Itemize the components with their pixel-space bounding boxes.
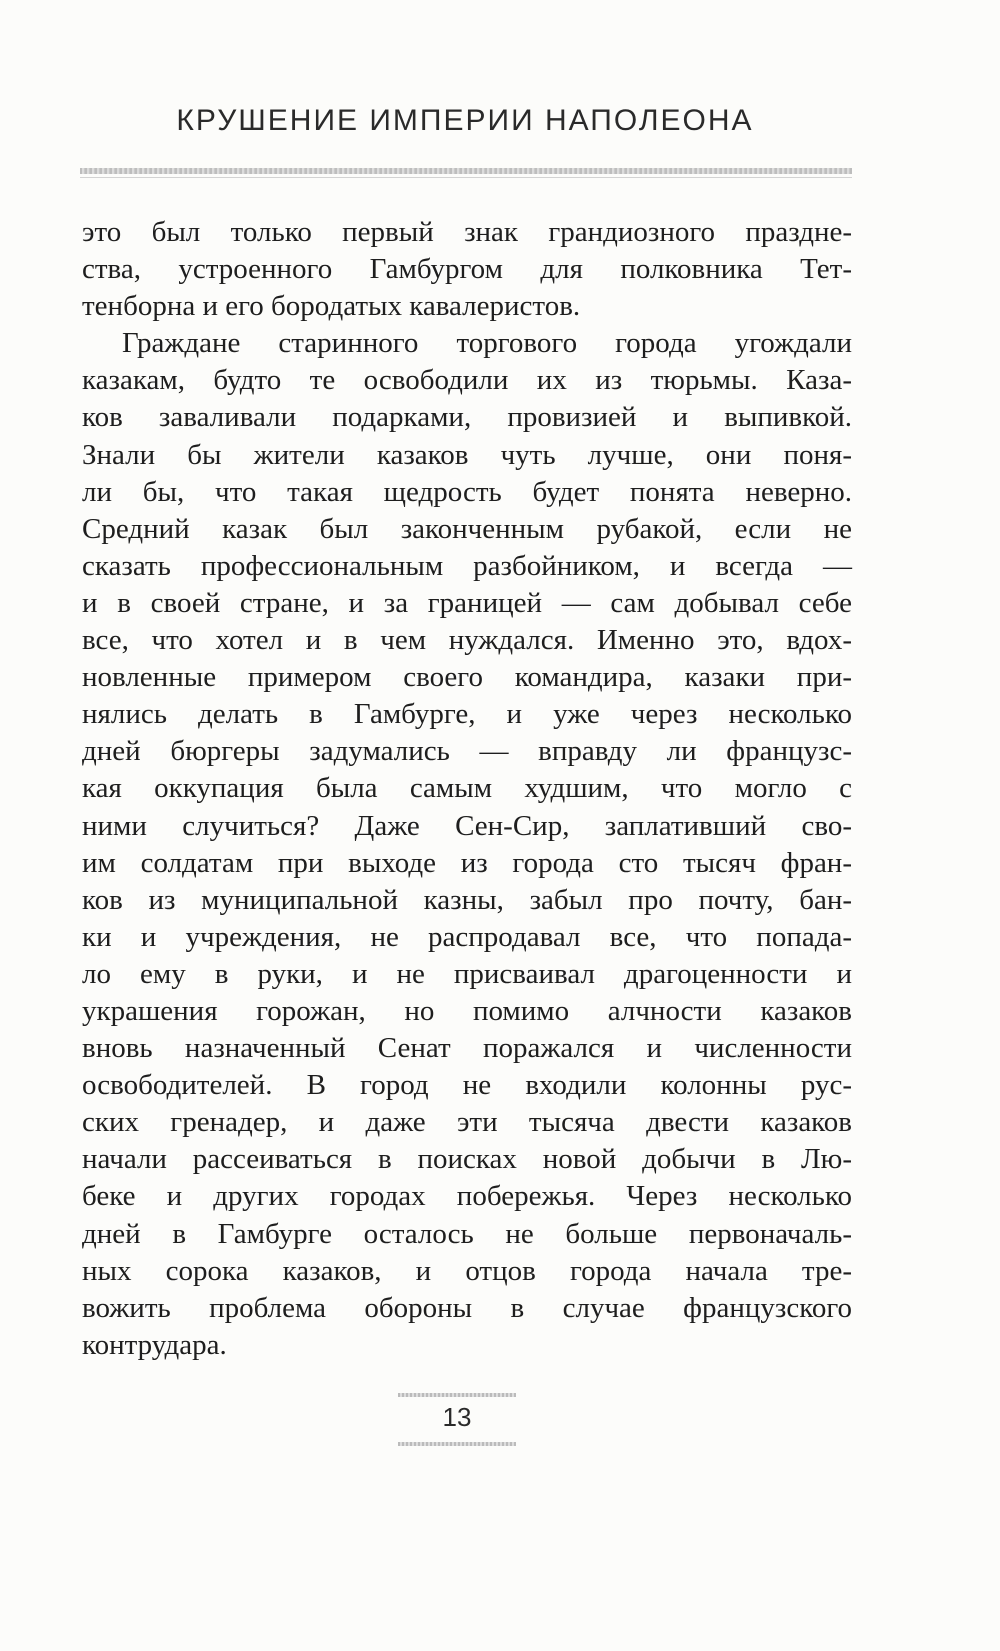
text-line: Граждане старинного торгового города угождали	[122, 327, 852, 360]
text-line: тенборна и его бородатых кавалеристов.	[82, 290, 581, 323]
text-line: нялись делать в Гамбурге, и уже через несколько	[82, 698, 852, 731]
text-line: начали рассеиваться в поисках новой добычи в Лю-	[82, 1143, 852, 1176]
text-line: новленные примером своего командира, казаки при-	[82, 661, 852, 694]
folio-rule-bottom	[398, 1442, 516, 1446]
text-line: дней бюргеры задумались — вправду ли французс-	[82, 735, 852, 768]
text-line: все, что хотел и в чем нуждался. Именно это, вдох-	[82, 624, 852, 657]
text-line: Средний казак был законченным рубакой, если не	[82, 512, 852, 545]
text-line: ков из муниципальной казны, забыл про почту, бан-	[82, 883, 852, 916]
text-line: беке и других городах побережья. Через несколько	[82, 1180, 852, 1213]
header-rule	[80, 168, 852, 174]
text-line: вожить проблема обороны в случае французского	[82, 1291, 852, 1324]
text-line: ли бы, что такая щедрость будет понята неверно.	[82, 475, 852, 508]
text-line: украшения горожан, но помимо алчности казаков	[82, 994, 852, 1027]
text-line: ства, устроенного Гамбургом для полковника Тет-	[82, 253, 852, 286]
text-line: вновь назначенный Сенат поражался и численности	[82, 1032, 852, 1065]
text-line: ских гренадер, и даже эти тысяча двести казаков	[82, 1106, 852, 1139]
text-line: им солдатам при выходе из города сто тысяч фран-	[82, 846, 852, 879]
text-line: ки и учреждения, не распродавал все, что попада-	[82, 920, 852, 953]
text-line: кая оккупация была самым худшим, что могло с	[82, 772, 852, 805]
text-line: ков заваливали подарками, провизией и выпивкой.	[82, 401, 852, 434]
running-head-title: КРУШЕНИЕ ИМПЕРИИ НАПОЛЕОНА	[176, 104, 754, 137]
text-line: ними случиться? Даже Сен-Сир, заплативший сво-	[82, 809, 852, 842]
text-line: контрудара.	[82, 1328, 227, 1361]
text-line: ных сорока казаков, и отцов города начала тре-	[82, 1254, 852, 1287]
header-rule-thin	[80, 177, 852, 178]
text-line: сказать профессиональным разбойником, и всегда —	[82, 549, 852, 582]
text-line: Знали бы жители казаков чуть лучше, они поня-	[82, 438, 852, 471]
text-line: ло ему в руки, и не присваивал драгоценности и	[82, 957, 852, 990]
text-line: это был только первый знак грандиозного праздне-	[82, 216, 852, 248]
body-text	[82, 214, 852, 1364]
page-number: 13	[442, 1402, 472, 1432]
text-line: казакам, будто те освободили их из тюрьмы. Каза-	[82, 364, 852, 397]
text-line: дней в Гамбурге осталось не больше первоначаль-	[82, 1217, 852, 1250]
text-line: и в своей стране, и за границей — сам добывал себе	[82, 586, 852, 619]
folio-rule-top	[398, 1393, 516, 1397]
text-line: освободителей. В город не входили колонны рус-	[82, 1069, 852, 1102]
